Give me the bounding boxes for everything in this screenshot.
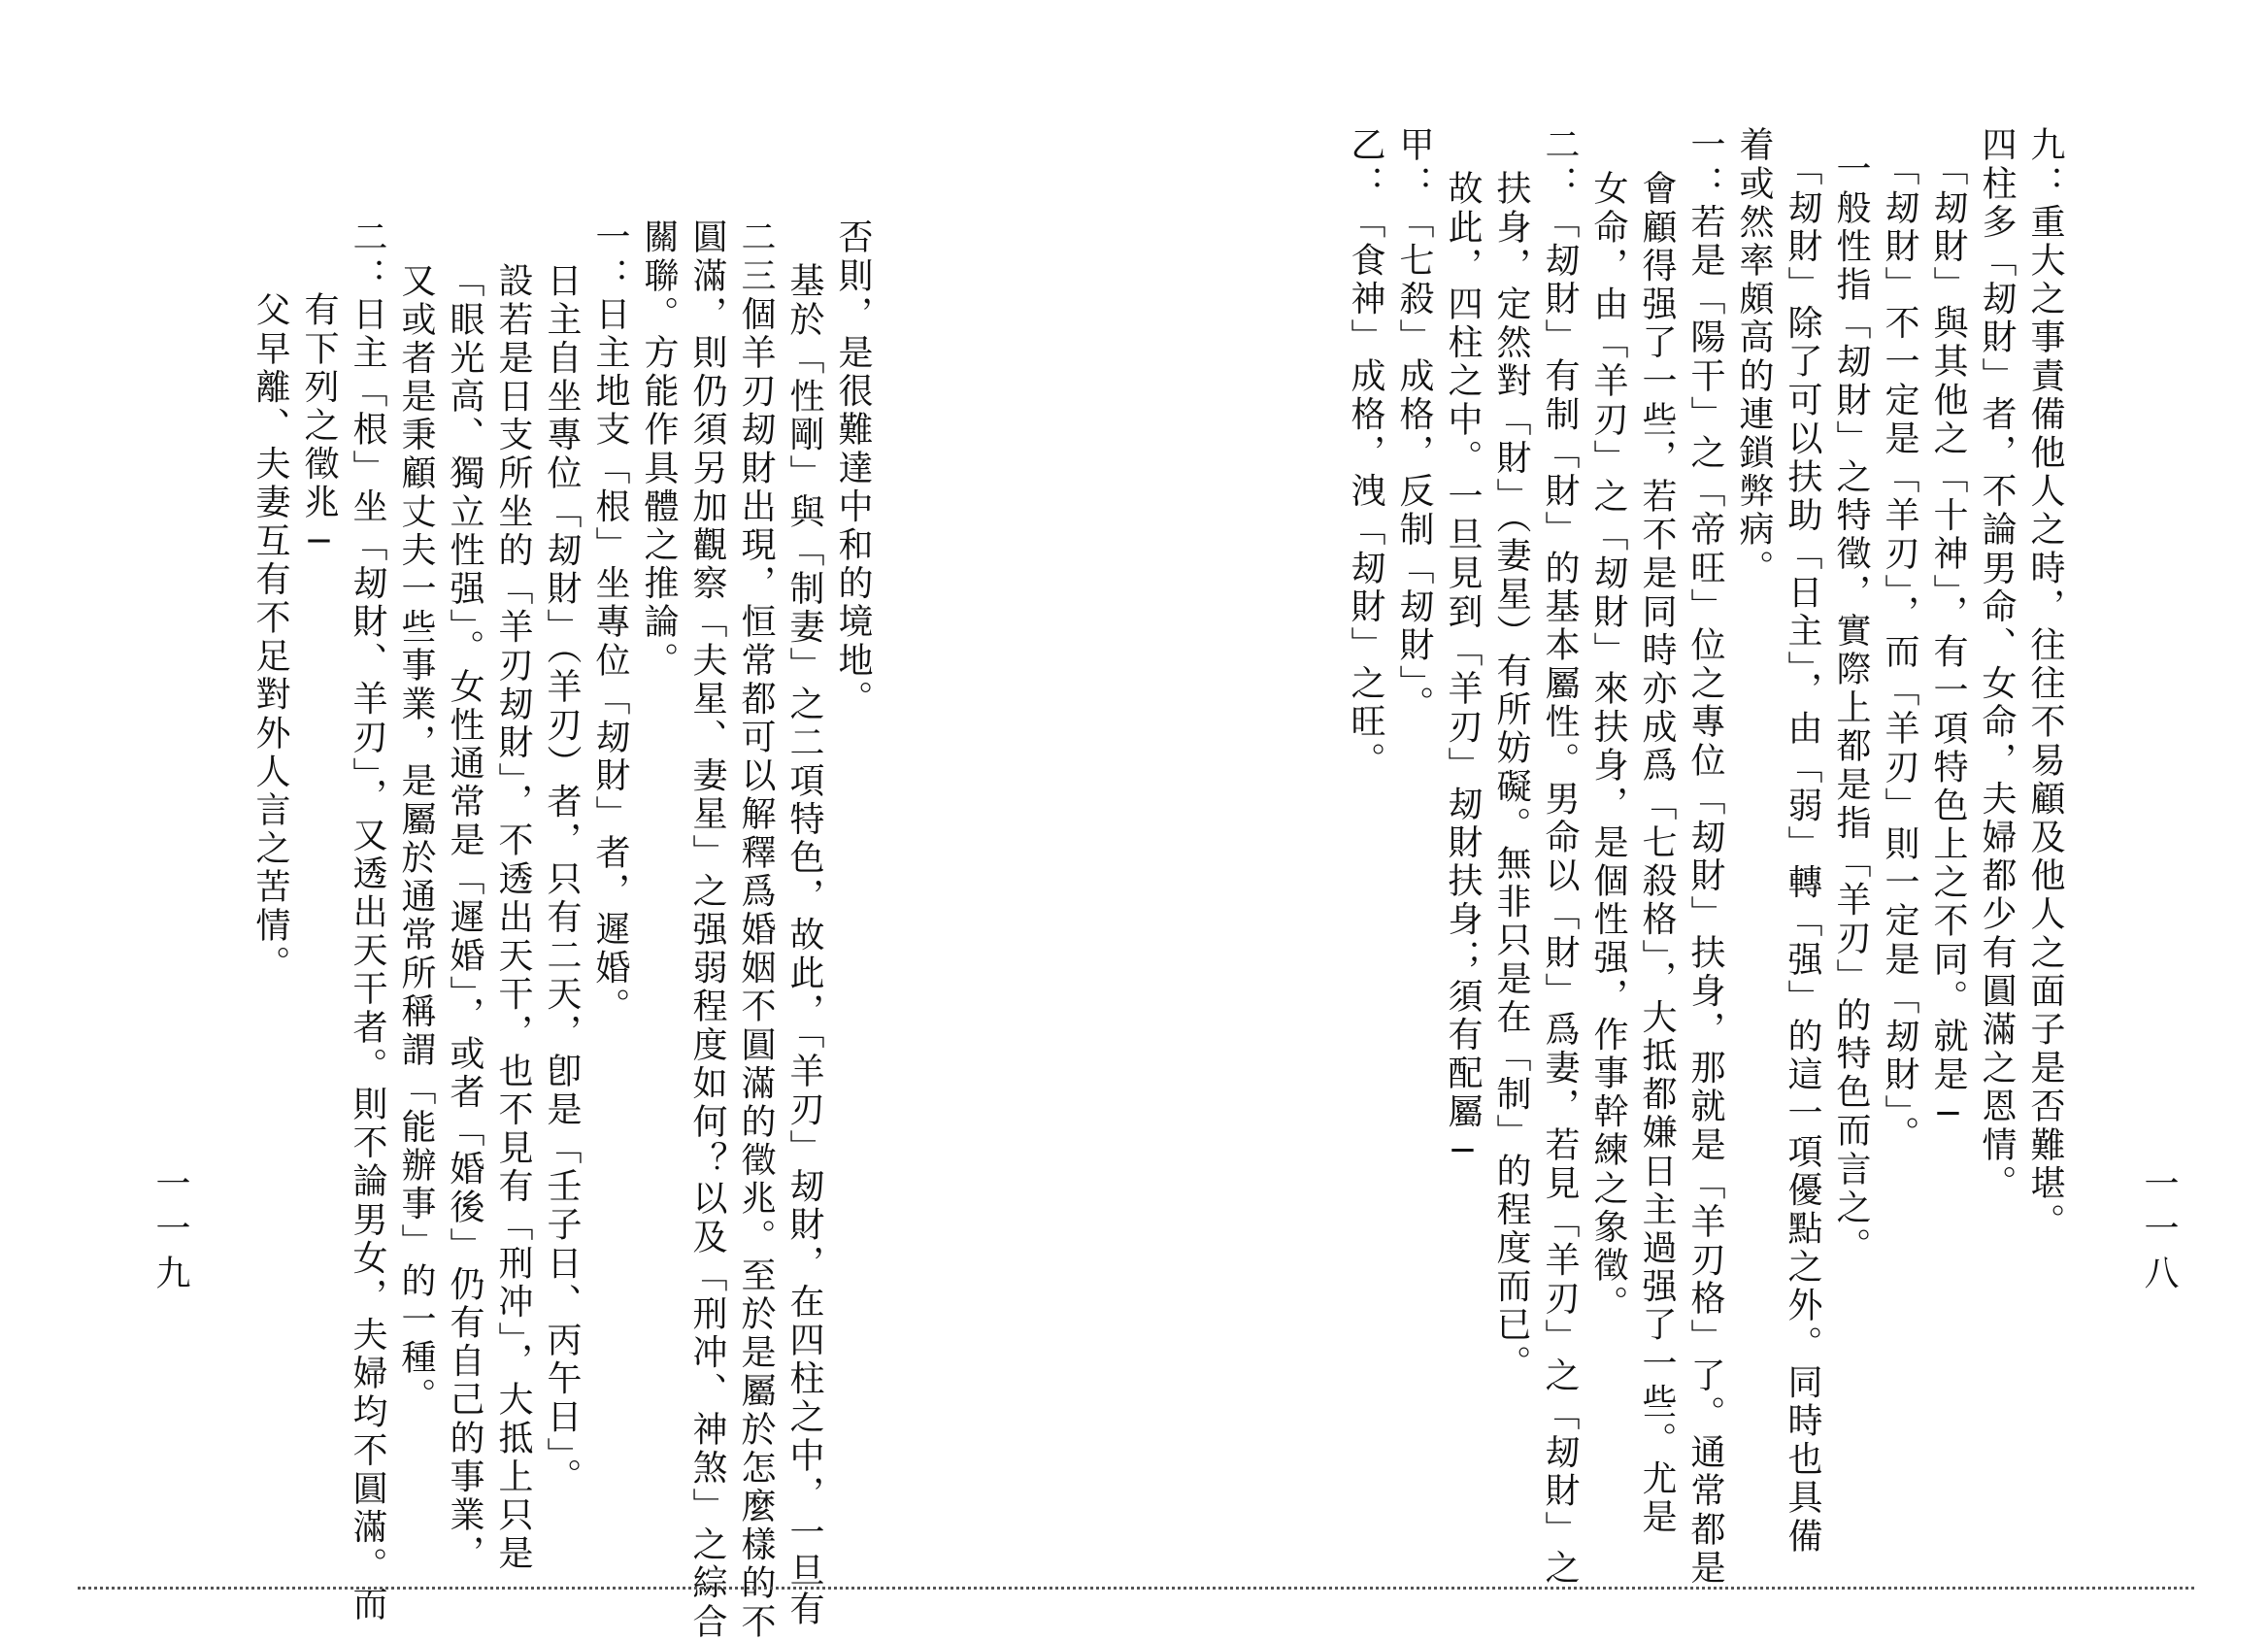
text-column: 着或然率頗高的連鎖弊病。 — [1734, 126, 1774, 588]
text-column: 又或者是秉顧丈夫一些事業，是屬於通常所稱謂「能辦事」的一種。 — [396, 262, 436, 1416]
text-column: 二：「刼財」有制「財」的基本屬性。男命以「財」爲妻，若見「羊刃」之「刼財」之 — [1540, 126, 1580, 1588]
text-column: 故此，四柱之中。一旦見到「羊刃」刼財扶身；須有配屬─ — [1443, 170, 1483, 1175]
text-column: 「刼財」不一定是「羊刃」，而「羊刃」則一定是「刼財」。 — [1880, 151, 1919, 1155]
text-column: 二三個羊刃刼財出現，恒常都可以解釋爲婚姻不圓滿的徵兆。至於是屬於怎麼樣的不 — [736, 218, 776, 1641]
text-column: 「刼財」與其他之「十神」，有一項特色上之不同。就是─ — [1928, 151, 1968, 1138]
text-column: 九：重大之事責備他人之時，往往不易顧及他人之面子是否難堪。 — [2025, 126, 2065, 1242]
text-column: 乙：「食神」成格，洩「刼財」之旺。 — [1346, 126, 1385, 781]
right-page — [1134, 0, 2268, 1600]
text-column: 扶身，定然對「財」（妻星）有所妨礙。無非只是在「制」的程度而已。 — [1491, 170, 1531, 1384]
text-column: 圓滿，則仍須另加觀察「夫星、妻星」之强弱程度如何？以及「刑冲、神煞」之綜合 — [687, 218, 727, 1641]
bottom-scan-rule — [78, 1587, 2194, 1590]
text-column: 「刼財」除了可以扶助「日主」，由「弱」轉「强」的這一項優點之外。同時也具備 — [1783, 151, 1822, 1557]
text-column: 日主自坐專位「刼財」（羊刃）者，只有二天，卽是「壬子日、丙午日」。 — [542, 262, 582, 1496]
text-column: 會顧得强了一些，若不是同時亦成爲「七殺格」，大抵都嫌日主過强了一些。尤是 — [1637, 170, 1677, 1537]
text-column: 一：若是「陽干」之「帝旺」位之專位「刼財」扶身，那就是「羊刃格」了。通常都是 — [1685, 126, 1725, 1588]
text-column: 基於「性剛」與「制妻」之二項特色，故此，「羊刃」刼財，在四柱之中，一旦有 — [784, 262, 824, 1629]
text-column: 一：日主地支「根」坐專位「刼財」者，遲婚。 — [590, 218, 630, 1026]
text-column: 二：日主「根」坐「刼財、羊刃」，又透出天干者。則不論男女，夫婦均不圓滿。而 — [348, 218, 387, 1624]
text-column: 女命，由「羊刃」之「刼財」來扶身，是個性强，作事幹練之象徵。 — [1588, 170, 1628, 1323]
text-column: 「眼光高、獨立性强」。女性通常是「遲婚」，或者「婚後」仍有自己的事業， — [445, 262, 484, 1573]
text-column: 設若是日支所坐的「羊刃刼財」，不透出天干，也不見有「刑冲」，大抵上只是 — [493, 262, 533, 1573]
text-column: 關聯。方能作具體之推論。 — [639, 218, 679, 681]
page-number: 一一八 — [2139, 1165, 2179, 1299]
text-column: 父早離、夫妻互有不足對外人言之苦情。 — [250, 291, 290, 984]
text-column: 一般性指「刼財」之特徵，實際上都是指「羊刃」的特色而言之。 — [1831, 151, 1871, 1266]
text-column: 甲：「七殺」成格，反制「刼財」。 — [1394, 126, 1434, 724]
page-number: 一一九 — [150, 1165, 190, 1299]
text-column: 否則，是很難達中和的境地。 — [833, 218, 873, 719]
text-column: 四柱多「刼財」者，不論男命、女命，夫婦都少有圓滿之恩情。 — [1977, 126, 2017, 1203]
text-column: 有下列之徵兆─ — [299, 291, 339, 566]
